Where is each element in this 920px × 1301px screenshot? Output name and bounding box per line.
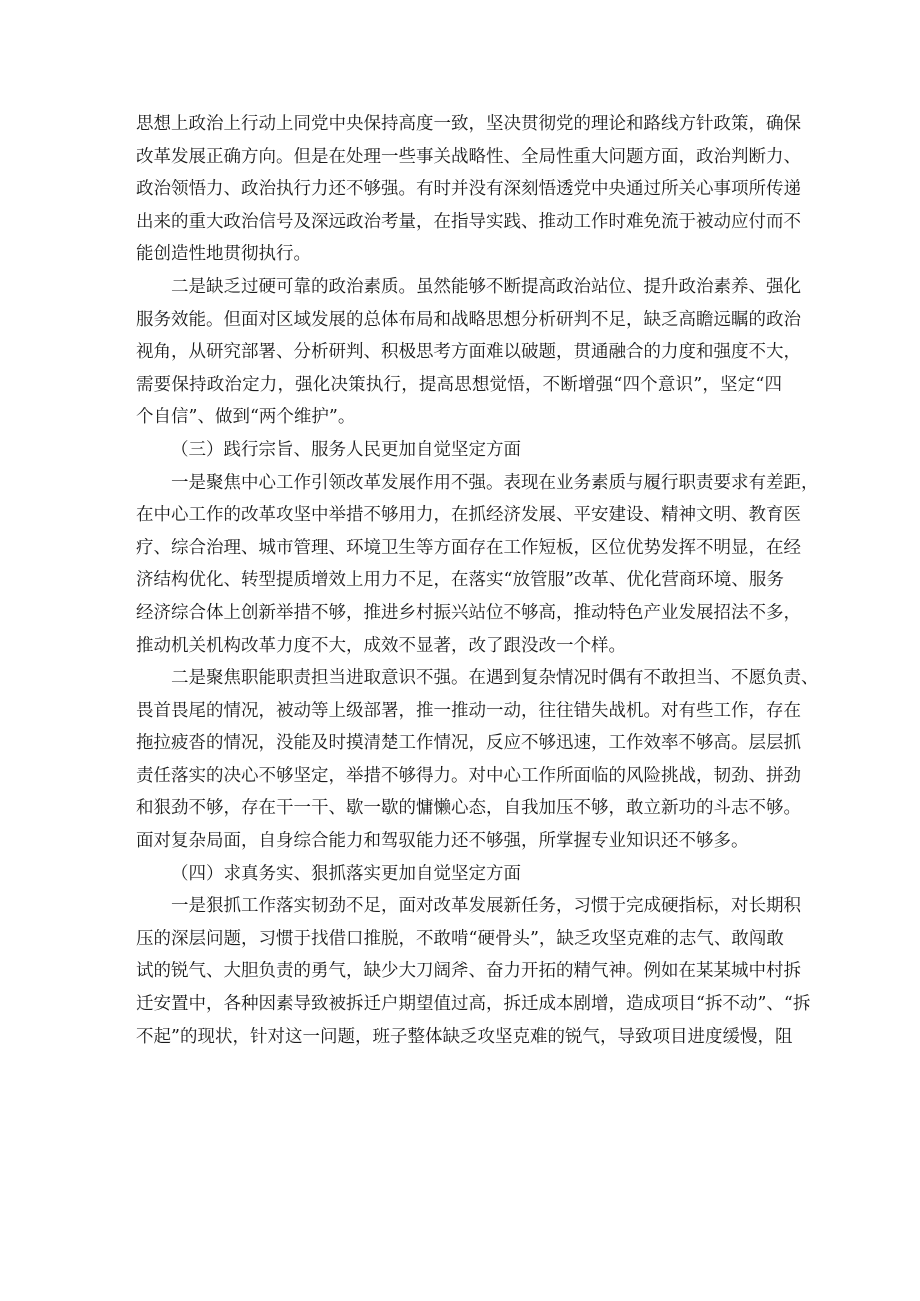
paragraph-line: 视角，从研究部署、分析研判、积极思考方面难以破题，贯通融合的力度和强度不大， (136, 342, 801, 363)
paragraph-line: 二是缺乏过硬可靠的政治素质。虽然能够不断提高政治站位、提升政治素养、强化 (171, 276, 801, 297)
paragraph-line: 推动机关机构改革力度不大，成效不显著，改了跟没改一个样。 (136, 635, 626, 656)
paragraph-line: 能创造性地贯彻执行。 (136, 244, 311, 265)
paragraph-line: 面对复杂局面，自身综合能力和驾驭能力还不够强，所掌握专业知识还不够多。 (136, 831, 749, 852)
paragraph (136, 108, 801, 271)
paragraph (136, 662, 819, 858)
paragraph-line: 畏首畏尾的情况，被动等上级部署，推一推动一动，往往错失战机。对有些工作，存在 (136, 700, 801, 721)
section-heading (136, 434, 782, 467)
section-heading (136, 858, 782, 891)
paragraph-line: 济结构优化、转型提质增效上用力不足，在落实“放管服”改革、优化营商环境、服务 (136, 570, 784, 591)
paragraph-line: 改革发展正确方向。但是在处理一些事关战略性、全局性重大问题方面，政治判断力、 (136, 146, 801, 167)
paragraph-line: 一是狠抓工作落实韧劲不足，面对改革发展新任务，习惯于完成硬指标，对长期积 (171, 896, 801, 917)
paragraph-line: 需要保持政治定力，强化决策执行，提高思想觉悟，不断增强“四个意识”，坚定“四 (136, 374, 782, 395)
paragraph-line: 出来的重大政治信号及深远政治考量，在指导实践、推动工作时难免流于被动应付而不 (136, 211, 801, 232)
paragraph-line: 和狠劲不够，存在干一干、歇一歇的慵懒心态，自我加压不够，敢立新功的斗志不够。 (136, 798, 801, 819)
paragraph-line: 迁安置中，各种因素导致被拆迁户期望值过高，拆迁成本剧增，造成项目“拆不动”、“拆 (136, 994, 811, 1015)
paragraph-line: 经济综合体上创新举措不够，推进乡村振兴站位不够高，推动特色产业发展招法不多， (136, 602, 801, 623)
paragraph (136, 271, 801, 434)
paragraph (136, 467, 819, 663)
paragraph-line: 服务效能。但面对区域发展的总体布局和战略思想分析研判不足，缺乏高瞻远瞩的政治 (136, 309, 801, 330)
paragraph-line: 政治领悟力、政治执行力还不够强。有时并没有深刻悟透党中央通过所关心事项所传递 (136, 179, 801, 200)
document-body (136, 108, 819, 1053)
paragraph-line: 在中心工作的改革攻坚中举措不够用力，在抓经济发展、平安建设、精神文明、教育医 (136, 505, 801, 526)
heading-text: （三）践行宗旨、服务人民更加自觉坚定方面 (171, 439, 521, 460)
paragraph-line: 个自信”、做到“两个维护”。 (136, 407, 356, 428)
paragraph-line: 压的深层问题，习惯于找借口推脱，不敢啃“硬骨头”，缺乏攻坚克难的志气、敢闯敢 (136, 928, 784, 949)
heading-text: （四）求真务实、狠抓落实更加自觉坚定方面 (171, 863, 521, 884)
paragraph-line: 疗、综合治理、城市管理、环境卫生等方面存在工作短板，区位优势发挥不明显，在经 (136, 537, 801, 558)
paragraph-line: 一是聚焦中心工作引领改革发展作用不强。表现在业务素质与履行职责要求有差距， (171, 472, 819, 493)
paragraph-line: 责任落实的决心不够坚定，举措不够得力。对中心工作所面临的风险挑战，韧劲、拼劲 (136, 765, 801, 786)
paragraph-line: 拖拉疲沓的情况，没能及时摸清楚工作情况，反应不够迅速，工作效率不够高。层层抓 (136, 733, 801, 754)
paragraph-line: 思想上政治上行动上同党中央保持高度一致，坚决贯彻党的理论和路线方针政策，确保 (136, 114, 801, 134)
paragraph (136, 890, 811, 1053)
paragraph-line: 二是聚焦职能职责担当进取意识不强。在遇到复杂情况时偶有不敢担当、不愿负责、 (171, 668, 819, 689)
paragraph-line: 不起”的现状，针对这一问题，班子整体缺乏攻坚克难的锐气，导致项目进度缓慢，阻 (136, 1026, 793, 1047)
paragraph-line: 试的锐气、大胆负责的勇气，缺少大刀阔斧、奋力开拓的精气神。例如在某某城中村拆 (136, 961, 801, 982)
